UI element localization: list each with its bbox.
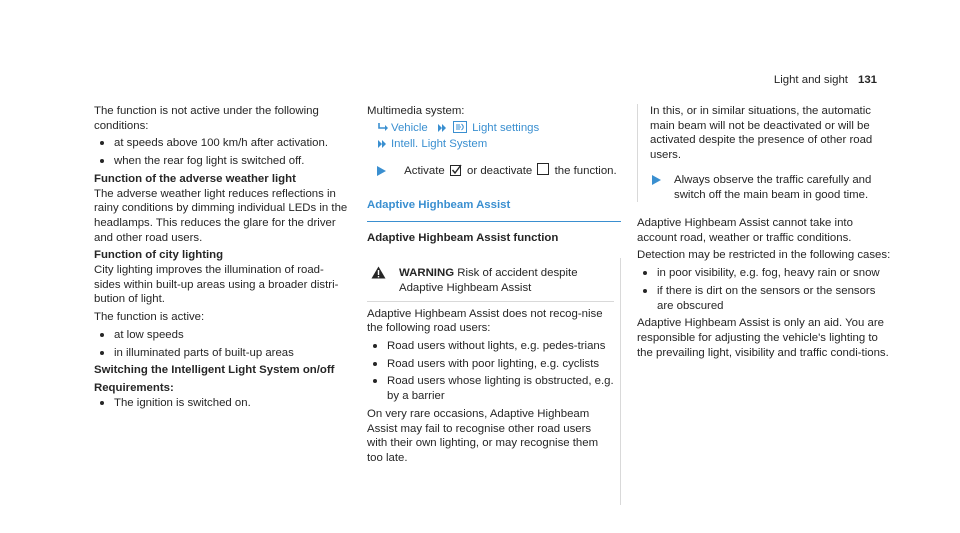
warning-label: WARNING — [399, 267, 455, 280]
warning-heading: Risk of accident despite Adaptive Highbeam Assist — [399, 267, 578, 294]
warning-box — [367, 258, 621, 505]
menu-path-intell — [367, 137, 621, 152]
activate-label: Activate — [404, 165, 445, 178]
conditions-list — [94, 136, 348, 168]
requirements-heading: Requirements: — [94, 381, 174, 394]
activate-instruction — [367, 163, 621, 181]
warning-header — [367, 266, 614, 295]
page-header — [774, 73, 877, 88]
return-arrow-icon — [377, 121, 391, 136]
tip-text: Always observe the traffic carefully and switch off the main beam in good time. — [674, 173, 872, 201]
menu-intell-light-system[interactable]: Intell. Light System — [391, 138, 488, 151]
checked-box-icon — [450, 164, 462, 181]
warning-list — [367, 339, 614, 404]
list-item: Road users whose lighting is obstructed, e.g. by a barrier — [367, 374, 614, 403]
col3-body — [637, 216, 891, 360]
warning-continuation-box — [637, 104, 891, 202]
city-lighting-text: City lighting improves the illumination of road-sides within built-up areas using a broader distri-bution of light. — [94, 264, 339, 306]
city-lighting-list — [94, 328, 348, 360]
double-chevron-icon — [437, 121, 451, 136]
warning-triangle-icon — [367, 266, 399, 284]
list-item: in poor visibility, e.g. fog, heavy rain or snow — [637, 266, 891, 281]
divider — [367, 301, 614, 302]
warning-outro: On very rare occasions, Adaptive Highbeam Assist may fail to recognise other road users with their own lighting, or may recognise them too late. — [367, 407, 599, 464]
switching-heading: Switching the Intelligent Light System on/off — [94, 364, 335, 377]
double-chevron-icon — [377, 137, 391, 152]
city-lighting-active: The function is active: — [94, 311, 205, 324]
paragraph: Adaptive Highbeam Assist cannot take into account road, weather or traffic conditions. — [637, 217, 853, 244]
list-item: Road users with poor lighting, e.g. cyclists — [367, 357, 614, 372]
requirements-list — [94, 396, 348, 411]
conditions-intro: The function is not active under the following conditions: — [94, 105, 319, 132]
subsection-title: Adaptive Highbeam Assist function — [367, 231, 559, 244]
action-arrow-icon — [367, 164, 395, 179]
section-title: Adaptive Highbeam Assist — [367, 198, 621, 222]
warning-heading-text — [399, 266, 609, 295]
unchecked-box-icon — [537, 163, 549, 175]
paragraph: Detection may be restricted in the following cases: — [637, 249, 891, 262]
list-item: at low speeds — [94, 328, 348, 343]
menu-light-settings[interactable]: Light settings — [472, 121, 540, 134]
section-header-title: Light and sight — [773, 74, 848, 86]
action-arrow-icon — [652, 173, 661, 188]
column-right — [637, 104, 891, 363]
function-label: the function. — [554, 165, 617, 178]
column-middle — [367, 104, 621, 505]
adverse-weather-heading: Function of the adverse weather light — [94, 172, 296, 185]
menu-path-vehicle — [367, 121, 621, 138]
list-item: when the rear fog light is switched off. — [94, 154, 348, 169]
list-item: Road users without lights, e.g. pedes-trians — [367, 339, 614, 354]
headlamp-icon — [453, 121, 467, 138]
multimedia-label: Multimedia system: — [367, 105, 465, 117]
deactivate-label: or deactivate — [467, 165, 533, 178]
list-item: if there is dirt on the sensors or the sensors are obscured — [637, 284, 891, 313]
page-number: 131 — [857, 74, 877, 86]
cases-list — [637, 266, 891, 313]
menu-vehicle[interactable]: Vehicle — [391, 121, 428, 134]
note-text: In this, or in similar situations, the automatic main beam will not be deactivated or will be activated despite the presence of other road users. — [650, 105, 873, 162]
list-item: in illuminated parts of built-up areas — [94, 346, 348, 361]
list-item: The ignition is switched on. — [94, 396, 348, 411]
list-item: at speeds above 100 km/h after activation. — [94, 136, 348, 151]
tip-instruction — [650, 173, 891, 202]
warning-intro: Adaptive Highbeam Assist does not recog-nise the following road users: — [367, 307, 603, 335]
adverse-weather-text: The adverse weather light reduces reflections in rainy conditions by dimming individual LEDs in the headlamps. This reduces the glare for the driver and other road users. — [94, 187, 348, 244]
city-lighting-heading: Function of city lighting — [94, 249, 224, 262]
column-left — [94, 104, 348, 413]
paragraph: Adaptive Highbeam Assist is only an aid. You are responsible for adjusting the vehicle's lighting to the prevailing light, visibility and traffic condi-tions. — [637, 317, 889, 359]
